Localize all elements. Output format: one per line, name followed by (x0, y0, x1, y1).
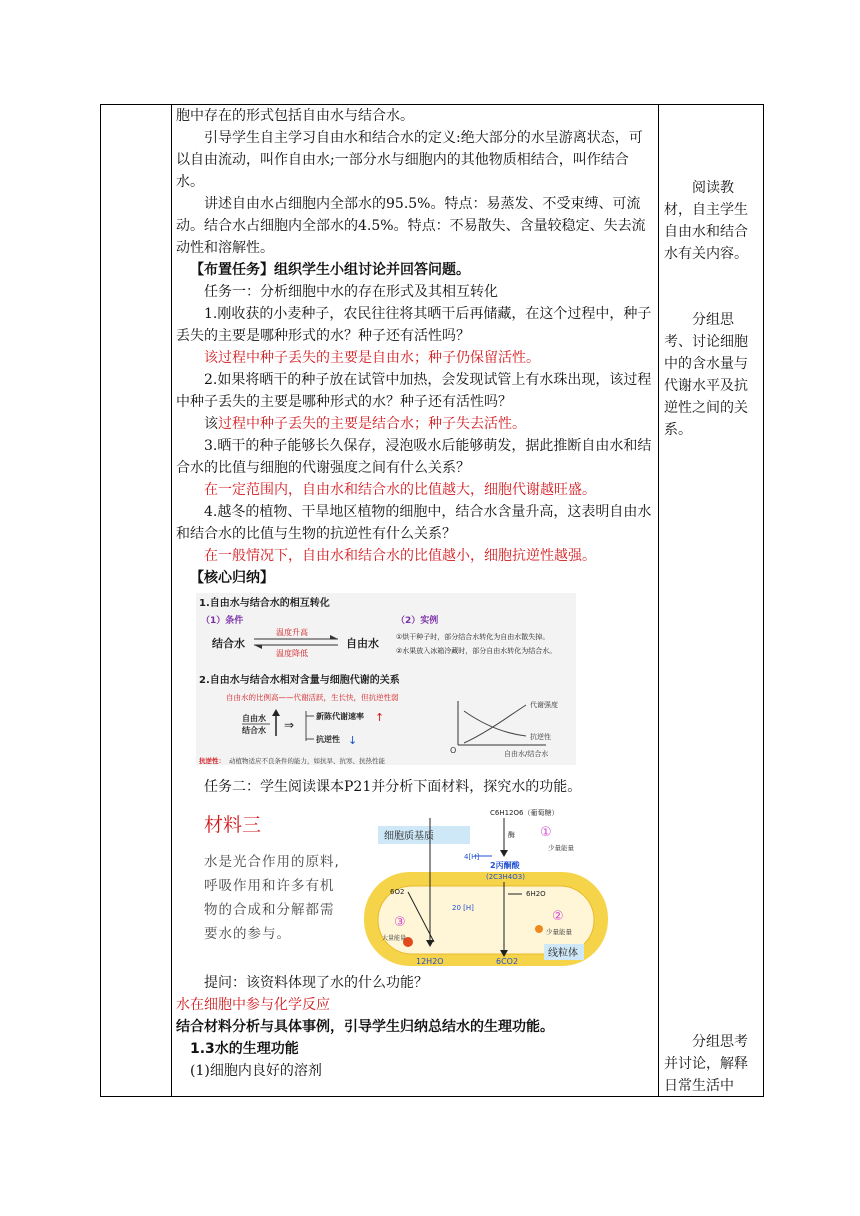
student-activity-2 (664, 309, 758, 441)
lesson-table (100, 104, 764, 1097)
text-line: 引导学生自主学习自由水和结合水的定义:绝大部分的水呈游离状态，可以自由流动，叫作自由水;一部分水与细胞内的其他物质相结合，叫作结合水。 (176, 130, 643, 190)
temp-up: 温度升高 (276, 628, 308, 637)
mitochondria-label: 线粒体 (548, 948, 578, 959)
respiration-figure (194, 802, 657, 968)
material-line: 物的合成和分解都需 (204, 902, 335, 918)
question: 2.如果将晒干的种子放在试管中加热，会发现试管上有水珠出现，该过程中种子丢失的主要是哪种形式的水？种子还有活性吗？ (176, 372, 652, 410)
large-energy: 大量能量 (382, 935, 407, 942)
temp-down: 温度降低 (276, 649, 308, 658)
activity-text: 分组思考、讨论细胞中的含水量与代谢水平及抗逆性之间的关系。 (664, 312, 748, 438)
note-text: 动植物适应不良条件的能力，如抗旱、抗寒、抗热性能 (229, 757, 385, 765)
activity-text: 阅读教材，自主学生自由水和结合水有关内容。 (664, 180, 748, 262)
step-1: ① (540, 825, 552, 840)
high-ratio-note: 自由水的比例高——代谢活跃，生长快，但抗逆性弱 (226, 693, 399, 702)
step-3: ③ (394, 915, 406, 930)
o2-label: 6O2 (390, 888, 405, 896)
material-text (204, 850, 340, 946)
curve-resistance: 抗逆性 (530, 733, 551, 741)
small-energy-1: 少量能量 (548, 844, 574, 852)
enzyme-1: 酶 (508, 831, 515, 839)
respiration-diagram (364, 802, 608, 968)
answer: 水在细胞中参与化学反应 (176, 997, 330, 1013)
ex-label: （2）实例 (396, 616, 439, 626)
material-title: 材料三 (204, 814, 262, 836)
free-water: 自由水 (346, 637, 379, 650)
down-arrow-icon: ↓ (348, 734, 358, 747)
student-activity-3 (664, 1031, 758, 1097)
implies-arrow: ⇒ (284, 718, 295, 732)
bound-water: 结合水 (212, 637, 245, 650)
column-divider-2 (658, 105, 659, 1096)
example-1: ①烘干种子时，部分结合水转化为自由水散失掉。 (396, 633, 550, 641)
note-key: 抗逆性： (199, 757, 225, 765)
ratio-top: 自由水 (242, 714, 266, 723)
material-line: 要水的参与。 (204, 926, 291, 942)
section-heading: 【核心归纳】 (190, 570, 274, 586)
material-line: 呼吸作用和许多有机 (204, 878, 335, 894)
cytoplasm-label: 细胞质基质 (384, 831, 434, 842)
ratio-bottom: 结合水 (242, 726, 266, 735)
resistance: 抗逆性 (316, 735, 340, 744)
cond-label: （1）条件 (201, 616, 244, 626)
question: 4.越冬的植物、干旱地区植物的细胞中，结合水含量升高，这表明自由水和结合水的比值与生物的抗逆性有什么关系？ (176, 504, 652, 542)
metabolism-rate: 新陈代谢速率 (316, 712, 364, 721)
curve-metabolism: 代谢强度 (530, 701, 558, 709)
question: 3.晒干的种子能够长久保存，浸泡吸水后能够萌发，据此推断自由水和结合水的比值与细胞的代谢强度之间有什么关系？ (176, 438, 652, 476)
task-heading: 任务二：学生阅读课本P21并分析下面材料，探究水的功能。 (204, 779, 582, 795)
instruction: 结合材料分析与具体事例，引导学生归纳总结水的生理功能。 (176, 1019, 554, 1035)
answer: 在一定范围内，自由水和结合水的比值越大，细胞代谢越旺盛。 (204, 482, 596, 498)
h4-label: 4[H] (464, 853, 480, 861)
answer: 过程中种子丢失的主要是结合水；种子失去活性。 (218, 416, 526, 432)
text-line: 讲述自由水占细胞内全部水的95.5%。特点：易蒸发、不受束缚、可流动。结合水占细胞内全部水的4.5%。特点：不易散失、含量较稳定、失去流动性和溶解性。 (176, 196, 646, 256)
teaching-content (172, 105, 657, 1082)
fig-title-2: 2.自由水与结合水相对含量与细胞代谢的关系 (199, 675, 400, 686)
conversion-diagram (196, 593, 576, 765)
origin: O (450, 746, 457, 755)
h20-label: 20 [H] (452, 904, 474, 912)
subsection-heading: 1.3水的生理功能 (190, 1041, 299, 1057)
answer-line (172, 413, 657, 435)
water-conversion-figure (196, 593, 657, 772)
pyruvate: 2丙酮酸 (490, 861, 520, 870)
h6-label: 6H2O (526, 890, 546, 898)
answer-prefix: 该 (204, 416, 218, 432)
step-2: ② (552, 909, 564, 924)
answer: 在一般情况下，自由水和结合水的比值越小，细胞抗逆性越强。 (204, 548, 596, 564)
up-arrow-icon: ↑ (375, 711, 385, 724)
activity-text: 分组思考并讨论，解释日常生活中 (664, 1034, 748, 1094)
question: 提问：该资料体现了水的什么功能？ (204, 975, 428, 991)
student-activity-1 (664, 177, 758, 265)
small-energy-2: 少量能量 (546, 928, 572, 936)
example-2: ②水果放入冰箱冷藏时，部分自由水转化为结合水。 (396, 647, 557, 655)
task-heading: 任务一：分析细胞中水的存在形式及其相互转化 (204, 284, 498, 300)
list-item: (1)细胞内良好的溶剂 (190, 1063, 322, 1079)
pyruvate-formula: (2C3H4O3) (486, 873, 525, 881)
fig-title-1: 1.自由水与结合水的相互转化 (199, 598, 330, 609)
energy-burst-icon (535, 925, 543, 933)
section-heading: 【布置任务】组织学生小组讨论并回答问题。 (190, 262, 470, 278)
glucose-label: C6H12O6（葡萄糖） (490, 809, 559, 817)
h12-label: 12H2O (416, 957, 444, 966)
x-axis-label: 自由水/结合水 (504, 750, 549, 758)
answer: 该过程中种子丢失的主要是自由水；种子仍保留活性。 (204, 350, 540, 366)
text-line: 胞中存在的形式包括自由水与结合水。 (176, 108, 414, 124)
material-line: 水是光合作用的原料, (204, 854, 340, 870)
question: 1.刚收获的小麦种子，农民往往将其晒干后再储藏，在这个过程中，种子丢失的主要是哪种形式的水？种子还有活性吗？ (176, 306, 652, 344)
co2-label: 6CO2 (496, 957, 519, 966)
